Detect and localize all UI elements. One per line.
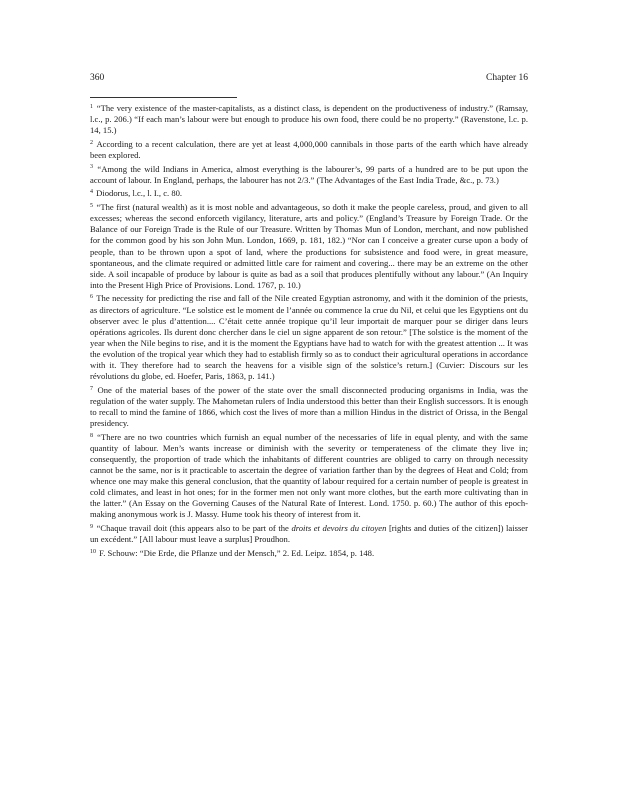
footnote-number: 5	[90, 202, 93, 209]
page-number: 360	[90, 73, 105, 83]
footnote-number: 8	[90, 432, 93, 439]
footnote-text: “There are no two countries which furnish an equal number of the necessaries of life in equal plenty, and with the same quantity of labour. Men’s wants increase or diminish with the severity or temperateness of the climate they live in; consequently, the proportion of trade which the inhabitants of different countries are obliged to carry on through necessity cannot be the same, nor is it practicable to ascertain the degree of variation farther than by the degrees of Heat and Cold; from whence one may make this general conclusion, that the quantity of labour required for a certain number of people is greatest in cold climates, and least in hot ones; for in the former men not only want more clothes, but the earth more cultivating than in the latter.” (An Essay on the Governing Causes of the Natural Rate of Interest. Lond. 1750. p. 60.) The author of this epoch-making anonymous work is J. Massy. Hume took his theory of interest from it.	[90, 431, 529, 520]
footnote-6	[90, 293, 528, 382]
footnote-4	[90, 188, 528, 199]
footnote-number: 3	[90, 164, 93, 171]
footnote-number: 4	[90, 189, 93, 196]
footnote-text: According to a recent calculation, there are yet at least 4,000,000 cannibals in those parts of the earth which have already been explored.	[90, 138, 528, 160]
footnote-text: “The first (natural wealth) as it is most noble and advantageous, so doth it make the people careless, proud, and given to all excesses; whereas the second enforceth vigilancy, literature, arts and policy.” (England’s Treasure by Foreign Trade. Or the Balance of our Foreign Trade is the Rule of our Treasure. Written by Thomas Mun of London, merchant, and now published for the common good by his son John Mun. London, 1669, p. 181, 182.) “Nor can I conceive a greater curse upon a body of people, than to be thrown upon a spot of land, where the productions for subsistence and food were, in great measure, spontaneous, and the climate required or admitted little care for raiment and covering... there may be an extreme on the other side. A soil incapable of produce by labour is quite as bad as a soil that produces plentifully without any labour.” (An Inquiry into the Present High Price of Provisions. Lond. 1767, p. 10.)	[90, 202, 528, 290]
chapter-label: Chapter 16	[486, 73, 528, 83]
footnote-8	[90, 432, 528, 521]
footnote-number: 7	[90, 385, 93, 392]
footnote-9	[90, 523, 528, 545]
footnote-3	[90, 164, 528, 186]
footnote-italic-phrase: droits et devoirs du citoyen	[291, 523, 387, 534]
footnote-text: F. Schouw: “Die Erde, die Pflanze und der Mensch,” 2. Ed. Leipz. 1854, p. 148.	[99, 547, 375, 558]
footnote-separator	[90, 97, 237, 98]
footnote-1	[90, 103, 528, 136]
footnotes	[90, 103, 528, 562]
footnote-text: “Among the wild Indians in America, almost everything is the labourer’s, 99 parts of a hundred are to be put upon the account of labour. In England, perhaps, the labourer has not 2/3.” (The Advantages of the East India Trade, &c., p. 73.)	[90, 163, 529, 185]
footnote-text-after: [rights and duties of the citizen]) laisser un excédent.” [All labour must leave a surplus] Proudhon.	[90, 523, 528, 545]
footnote-text: One of the material bases of the power of the state over the small disconnected producing organisms in India, was the regulation of the water supply. The Mahometan rulers of India understood this better than their English successors. It is enough to recall to mind the famine of 1866, which cost the lives of more than a million Hindus in the district of Orissa, in the Bengal presidency.	[90, 384, 528, 429]
footnote-number: 6	[90, 294, 93, 301]
footnote-5	[90, 202, 528, 291]
footnote-text-before: “Chaque travail doit (this appears also to be part of the	[96, 523, 292, 534]
footnote-text: The necessity for predicting the rise and fall of the Nile created Egyptian astronomy, and with it the dominion of the priests, as directors of agriculture. “Le solstice est le moment de l’année ou commence la crue du Nil, et celui que les Egyptiens ont du observer avec le plus d’attention.... C’était cette année tropique qu’il leur importait de marquer pour se diriger dans leurs opérations agricoles. Ils durent donc chercher dans le ciel un signe apparent de son retour.” [The solstice is the moment of the year when the Nile begins to rise, and it is the moment the Egyptians have had to watch for with the greatest attention ... It was the evolution of the tropical year which they had to establish firmly so as to conduct their agricultural operations in accordance with it. They therefore had to search the heavens for a visible sign of the solstice’s return.] (Cuvier: Discours sur les révolutions du globe, ed. Hoefer, Paris, 1863, p. 141.)	[90, 293, 528, 382]
footnote-text: Diodorus, l.c., l. I., c. 80.	[96, 188, 183, 199]
footnote-number: 2	[90, 139, 93, 146]
footnote-10	[90, 548, 528, 559]
footnote-number: 10	[90, 548, 96, 555]
footnote-number: 9	[90, 523, 93, 530]
footnote-text: “The very existence of the master-capitalists, as a distinct class, is dependent on the productiveness of industry.” (Ramsay, l.c., p. 206.) “If each man’s labour were but enough to produce his own food, there could be no property.” (Ravenstone, l.c. p. 14, 15.)	[90, 103, 528, 136]
footnote-2	[90, 139, 528, 161]
footnote-number: 1	[90, 103, 93, 110]
page-header	[90, 73, 528, 87]
footnote-7	[90, 385, 528, 429]
